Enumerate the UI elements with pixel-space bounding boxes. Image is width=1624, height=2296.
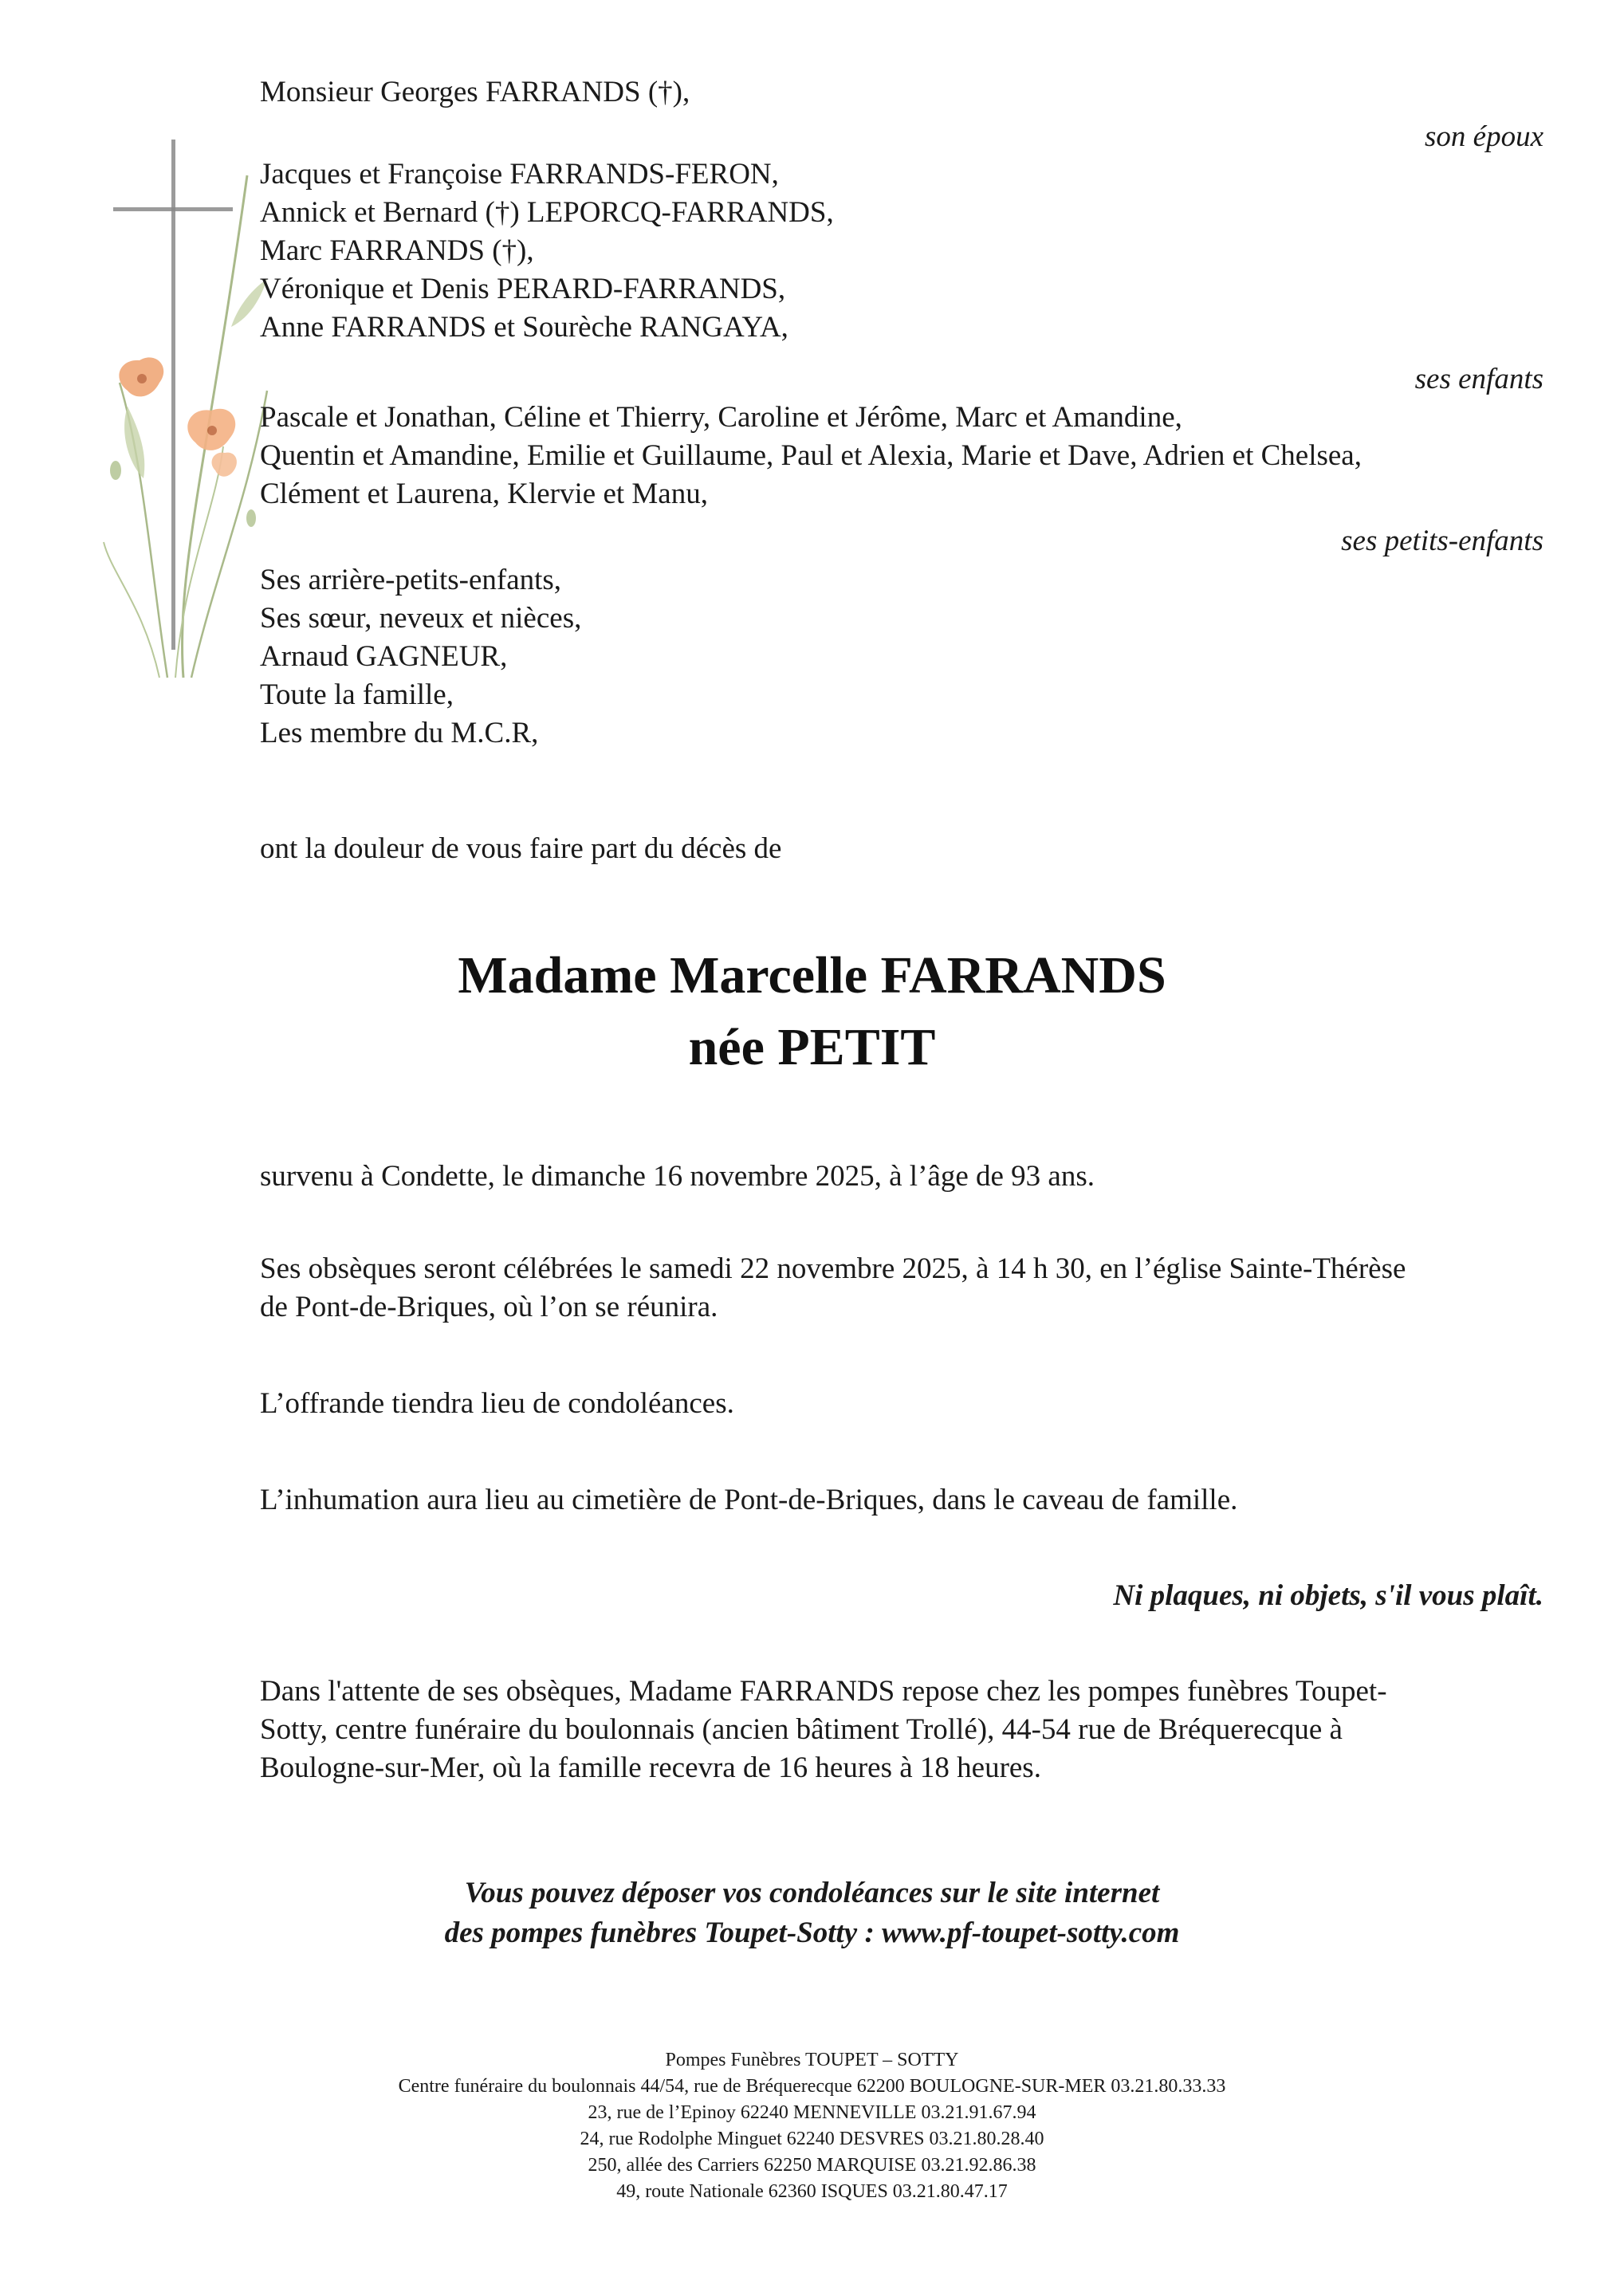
grandchildren-block: [260, 399, 1543, 513]
relative-line: Ses sœur, neveux et nièces,: [260, 602, 582, 635]
grandchild-line: Quentin et Amandine, Emilie et Guillaume, Paul et Alexia, Marie et Dave, Adrien et Chelsea,: [260, 439, 1362, 472]
announcement-text: ont la douleur de vous faire part du décès de: [260, 832, 782, 865]
deceased-name: Madame Marcelle FARRANDS: [458, 946, 1166, 1005]
footer-address: 250, allée des Carriers 62250 MARQUISE 03.21.92.86.38: [588, 2155, 1036, 2176]
rest-line: Dans l'attente de ses obsèques, Madame FARRANDS repose chez les pompes funèbres Toupet-: [260, 1675, 1387, 1708]
condolences-line-2: des pompes funèbres Toupet-Sotty : www.pf-toupet-sotty.com: [444, 1917, 1180, 1949]
relative-line: Ses arrière-petits-enfants,: [260, 564, 562, 596]
spouse-tag: son époux: [1425, 120, 1543, 153]
footer-address: Centre funéraire du boulonnais 44/54, rue de Bréquerecque 62200 BOULOGNE-SUR-MER 03.21.80.33.33: [398, 2076, 1226, 2097]
relative-line: Toute la famille,: [260, 678, 454, 711]
rest-line: Sotty, centre funéraire du boulonnais (ancien bâtiment Trollé), 44-54 rue de Bréquerecque à: [260, 1713, 1343, 1746]
child-line: Jacques et Françoise FARRANDS-FERON,: [260, 158, 779, 191]
offering-text: L’offrande tiendra lieu de condoléances.: [260, 1387, 734, 1420]
footer-address: 49, route Nationale 62360 ISQUES 03.21.80.47.17: [616, 2181, 1008, 2202]
grandchild-line: Clément et Laurena, Klervie et Manu,: [260, 478, 708, 510]
footer-company: Pompes Funèbres TOUPET – SOTTY: [665, 2050, 959, 2070]
child-line: Anne FARRANDS et Sourèche RANGAYA,: [260, 311, 788, 344]
spouse-line: Monsieur Georges FARRANDS (†),: [260, 76, 690, 108]
burial-text: L’inhumation aura lieu au cimetière de Pont-de-Briques, dans le caveau de famille.: [260, 1484, 1238, 1516]
deceased-maiden-name: née PETIT: [688, 1018, 936, 1076]
funeral-line: de Pont-de-Briques, où l’on se réunira.: [260, 1291, 718, 1323]
cross-with-poppies-icon: [96, 128, 279, 686]
relative-line: Arnaud GAGNEUR,: [260, 640, 508, 673]
footer-address: 23, rue de l’Epinoy 62240 MENNEVILLE 03.21.91.67.94: [588, 2102, 1036, 2123]
child-line: Véronique et Denis PERARD-FARRANDS,: [260, 273, 786, 305]
funeral-line: Ses obsèques seront célébrées le samedi 22 novembre 2025, à 14 h 30, en l’église Sainte-Thérèse: [260, 1252, 1406, 1285]
grandchildren-tag: ses petits-enfants: [1341, 525, 1543, 557]
child-line: Marc FARRANDS (†),: [260, 234, 534, 267]
spouse-block: [260, 73, 1543, 112]
relative-line: Les membre du M.C.R,: [260, 717, 539, 749]
funeral-home-footer: [0, 2047, 1624, 2205]
other-relatives-block: [260, 561, 1543, 753]
funeral-details: [260, 1250, 1543, 1327]
rest-details: [260, 1673, 1543, 1787]
rest-line: Boulogne-sur-Mer, où la famille recevra de 16 heures à 18 heures.: [260, 1751, 1041, 1784]
footer-address: 24, rue Rodolphe Minguet 62240 DESVRES 03.21.80.28.40: [580, 2129, 1044, 2149]
children-block: [260, 155, 1543, 347]
death-details: survenu à Condette, le dimanche 16 novembre 2025, à l’âge de 93 ans.: [260, 1160, 1095, 1193]
children-tag: ses enfants: [1414, 363, 1543, 395]
child-line: Annick et Bernard (†) LEPORCQ-FARRANDS,: [260, 196, 834, 229]
no-flowers-notice: Ni plaques, ni objets, s'il vous plaît.: [1113, 1579, 1543, 1612]
grandchild-line: Pascale et Jonathan, Céline et Thierry, Caroline et Jérôme, Marc et Amandine,: [260, 401, 1182, 434]
condolences-line-1: Vous pouvez déposer vos condoléances sur le site internet: [464, 1877, 1160, 1909]
